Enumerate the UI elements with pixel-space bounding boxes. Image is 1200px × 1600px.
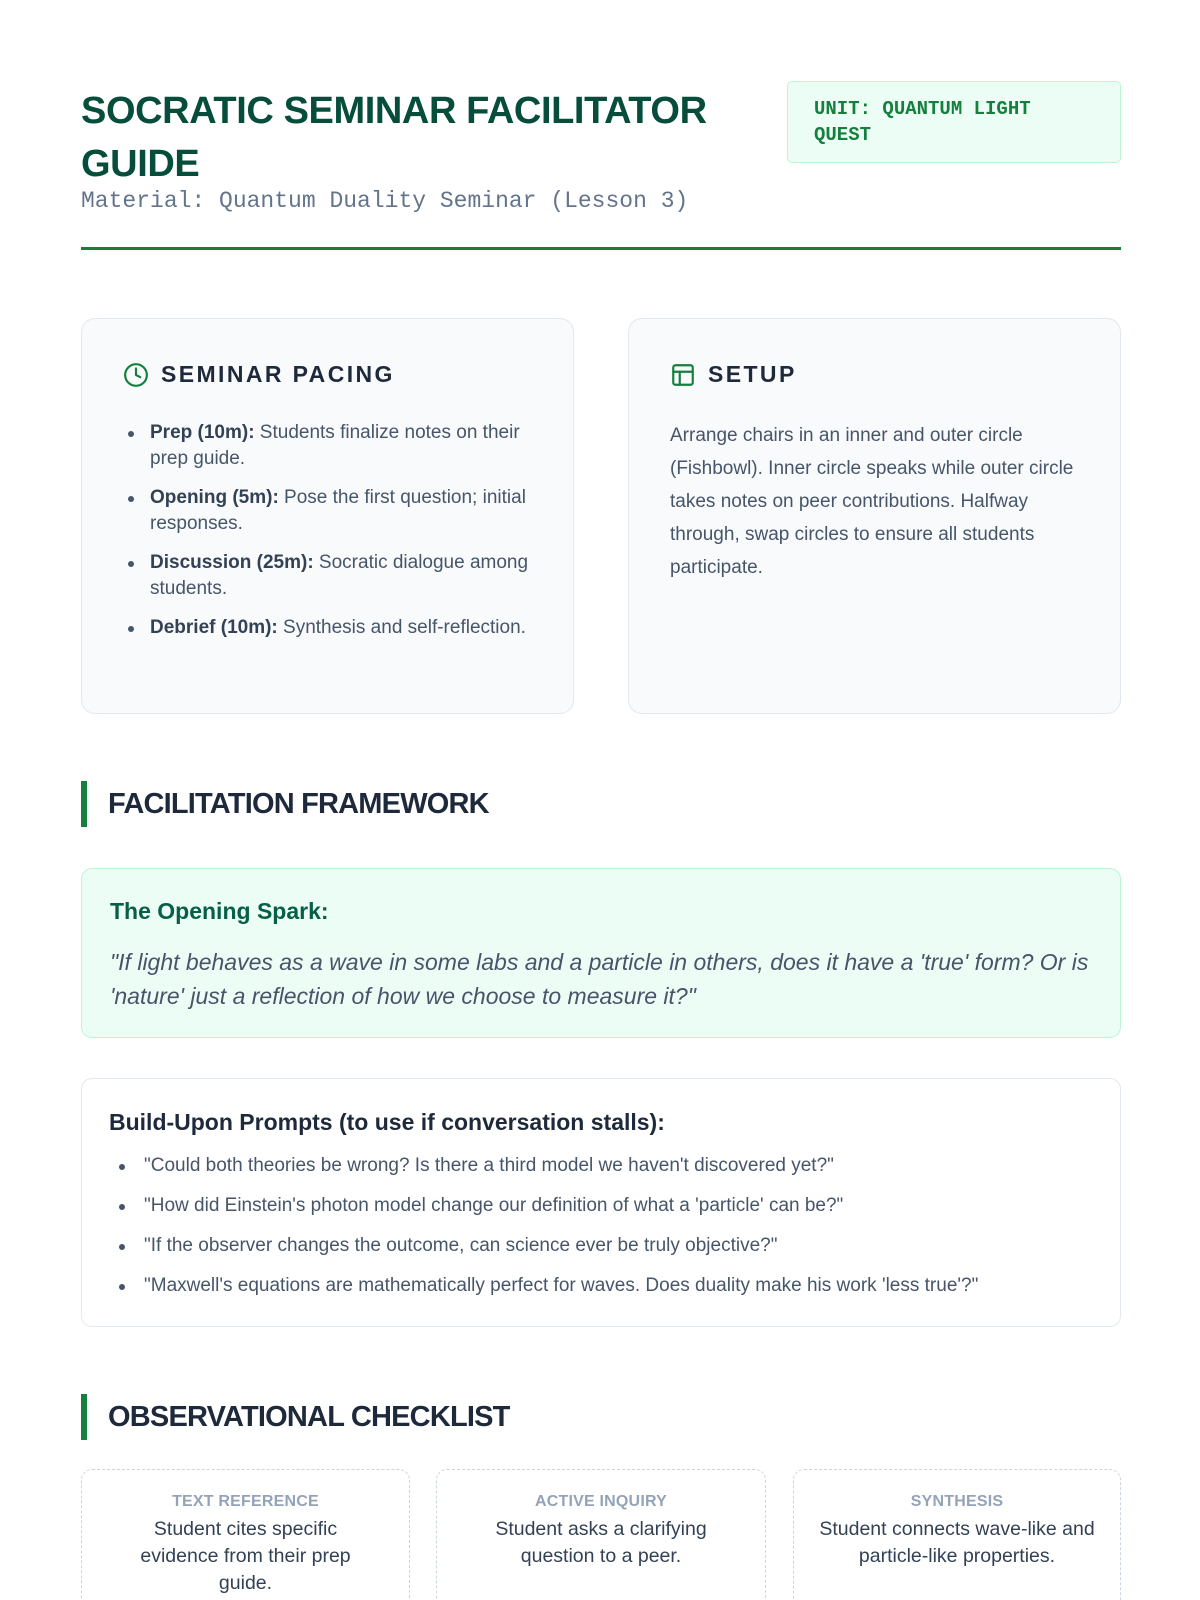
pacing-item-text: Socratic dialogue among students. xyxy=(150,552,529,599)
clock-icon xyxy=(123,362,149,388)
pacing-item xyxy=(124,420,534,472)
pacing-item-text: Students finalize notes on their prep guide. xyxy=(150,422,520,469)
opening-spark-title: The Opening Spark: xyxy=(110,898,329,924)
observational-checklist-heading: OBSERVATIONAL CHECKLIST xyxy=(81,1394,510,1440)
prompt-item: "If the observer changes the outcome, can science ever be truly objective?" xyxy=(110,1233,1110,1273)
page-header xyxy=(81,80,1121,250)
pacing-item-label: Prep (10m): xyxy=(150,422,255,443)
pacing-item-label: Discussion (25m): xyxy=(150,552,314,573)
pacing-item xyxy=(124,485,534,537)
seminar-pacing-header xyxy=(123,361,395,388)
pacing-item-text: Synthesis and self-reflection. xyxy=(277,617,526,638)
setup-card xyxy=(628,318,1121,714)
checklist-item-synthesis xyxy=(793,1469,1121,1600)
checklist-item-desc: Student asks a clarifying question to a peer. xyxy=(495,1518,707,1567)
prompt-item: "How did Einstein's photon model change our definition of what a 'particle' can be?" xyxy=(110,1193,1110,1233)
build-upon-prompts-box xyxy=(81,1078,1121,1327)
opening-spark-quote: "If light behaves as a wave in some labs and a particle in others, does it have a 'true' form? Or is 'nature' just a reflection of how we choose to measure it?" xyxy=(110,949,1089,1009)
prompt-list xyxy=(110,1153,1110,1313)
opening-spark-box xyxy=(81,868,1121,1038)
setup-header xyxy=(670,361,797,388)
build-upon-prompts-title: Build-Upon Prompts (to use if conversation stalls): xyxy=(109,1109,665,1135)
checklist-item-label: ACTIVE INQUIRY xyxy=(535,1493,667,1510)
checklist-item-active-inquiry xyxy=(436,1469,766,1600)
pacing-item-label: Opening (5m): xyxy=(150,487,279,508)
pacing-list xyxy=(124,420,534,654)
setup-title: SETUP xyxy=(708,361,797,387)
checklist-item-label: SYNTHESIS xyxy=(910,1493,1004,1510)
layout-icon xyxy=(670,362,696,388)
checklist-item-desc: Student connects wave-like and particle-like properties. xyxy=(819,1518,1095,1567)
pacing-item xyxy=(124,615,534,641)
pacing-item-text: Pose the first question; initial responses. xyxy=(150,487,526,534)
prompt-item: "Could both theories be wrong? Is there a third model we haven't discovered yet?" xyxy=(110,1153,1110,1193)
checklist-item-text-reference xyxy=(81,1469,410,1600)
unit-badge: UNIT: QUANTUM LIGHT QUEST xyxy=(787,81,1121,163)
setup-text: Arrange chairs in an inner and outer circle (Fishbowl). Inner circle speaks while outer circle takes notes on peer contributions. Halfway through, swap circles to ensure all students participate. xyxy=(670,425,1074,578)
facilitation-framework-heading: FACILITATION FRAMEWORK xyxy=(81,781,489,827)
page-title: SOCRATIC SEMINAR FACILITATOR GUIDE xyxy=(81,90,707,185)
prompt-item: "Maxwell's equations are mathematically perfect for waves. Does duality make his work 'less true'?" xyxy=(110,1273,1110,1313)
seminar-pacing-title: SEMINAR PACING xyxy=(161,361,395,387)
seminar-pacing-card xyxy=(81,318,574,714)
page-subtitle: Material: Quantum Duality Seminar (Lesson 3) xyxy=(81,188,689,214)
checklist-item-desc: Student cites specific evidence from their prep guide. xyxy=(140,1518,351,1594)
pacing-item xyxy=(124,550,534,602)
checklist-item-label: TEXT REFERENCE xyxy=(172,1493,319,1510)
pacing-item-label: Debrief (10m): xyxy=(150,617,278,638)
